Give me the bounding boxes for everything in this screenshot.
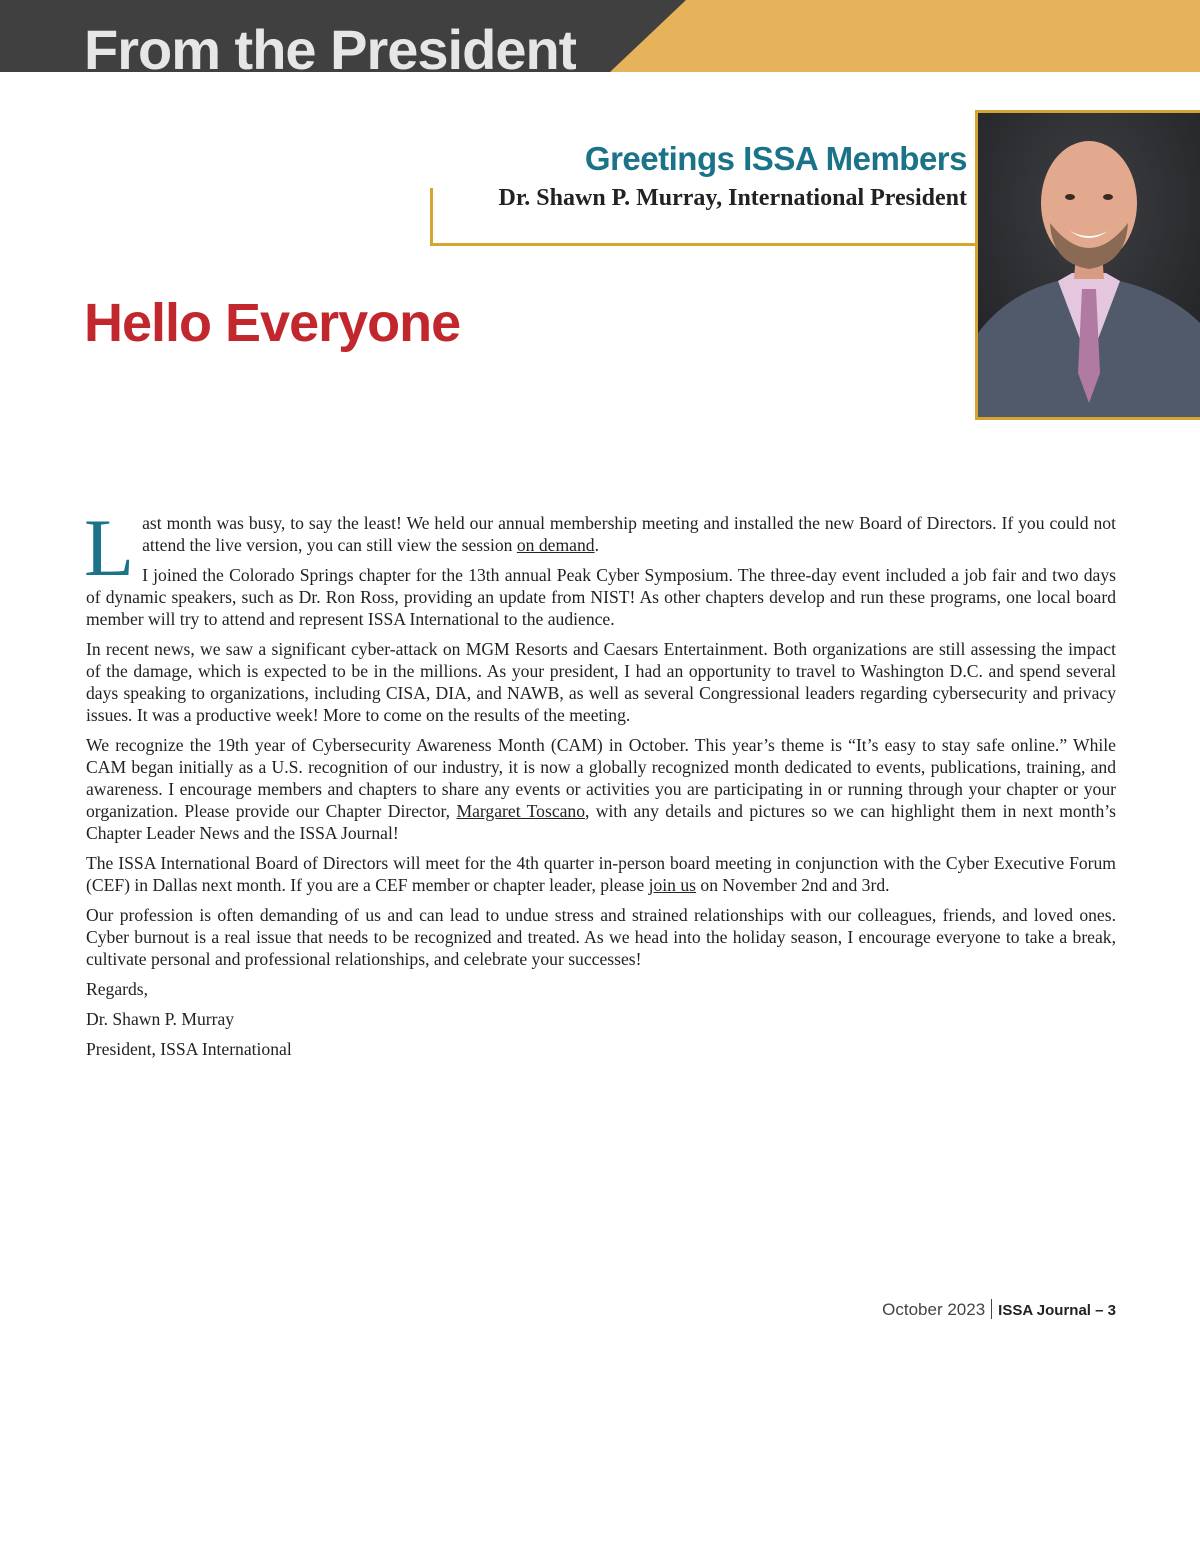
on-demand-link[interactable]: on demand bbox=[516, 535, 595, 555]
drop-cap: L bbox=[84, 502, 135, 593]
signature-name: Dr. Shawn P. Murray bbox=[86, 1009, 235, 1029]
issue-date: October 2023 bbox=[882, 1300, 986, 1319]
signature-title: President, ISSA International bbox=[86, 1039, 292, 1059]
greeting-heading: Greetings ISSA Members bbox=[584, 140, 967, 177]
portrait-illustration bbox=[978, 113, 1200, 417]
paragraph-6: Our profession is often demanding of us and can lead to undue stress and strained relationships with our colleagues, friends, and loved ones. Cyber burnout is a real issue that needs to be recognized and treated. As we head into the holiday season, I encourage everyone to take a break, cultivate personal and professional relationships, and celebrate your successes! bbox=[86, 905, 1116, 969]
paragraph-2: I joined the Colorado Springs chapter for the 13th annual Peak Cyber Symposium. The three-day event included a job fair and two days of dynamic speakers, such as Dr. Ron Ross, providing an update from NIST! As other chapters develop and run these programs, one local board member will try to attend and represent ISSA International to the audience. bbox=[86, 565, 1116, 629]
author-byline: Dr. Shawn P. Murray, International President bbox=[498, 185, 967, 211]
portrait-photo bbox=[975, 110, 1200, 420]
join-us-link[interactable]: join us bbox=[648, 875, 697, 895]
paragraph-1: Last month was busy, to say the least! We held our annual membership meeting and installed the new Board of Directors. If you could not attend the live version, you can still view the session on demand. bbox=[84, 502, 1116, 593]
section-title: From the President bbox=[84, 20, 577, 72]
article-headline: Hello Everyone bbox=[84, 293, 461, 353]
journal-page-number: ISSA Journal – 3 bbox=[998, 1302, 1116, 1319]
page-footer bbox=[882, 1299, 1116, 1320]
paragraph-3: In recent news, we saw a significant cyber-attack on MGM Resorts and Caesars Entertainment. Both organizations are still assessing the impact of the damage, which is expected to be in the millions. As your president, I had an opportunity to travel to Washington D.C. and spend several days speaking to organizations, including CISA, DIA, and NAWB, as well as several Congressional leaders regarding cybersecurity and privacy issues. It was a productive week! More to come on the results of the meeting. bbox=[86, 639, 1116, 725]
closing: Regards, bbox=[86, 979, 149, 999]
margaret-toscano-link[interactable]: Margaret Toscano bbox=[456, 801, 586, 821]
article-body bbox=[84, 502, 1117, 1068]
paragraph-5: The ISSA International Board of Directors will meet for the 4th quarter in-person board meeting in conjunction with the Cyber Executive Forum (CEF) in Dallas next month. If you are a CEF member or chapter leader, please join us on November 2nd and 3rd. bbox=[86, 853, 1116, 895]
footer-divider bbox=[991, 1299, 992, 1319]
paragraph-4: We recognize the 19th year of Cybersecurity Awareness Month (CAM) in October. This year’s theme is “It’s easy to stay safe online.” While CAM began initially as a U.S. recognition of our industry, it is now a globally recognized month dedicated to events, publications, training, and awareness. I encourage members and chapters to share any events or activities you are participating in or running through your chapter or your organization. Please provide our Chapter Director, Margaret Toscano, with any details and pictures so we can highlight them in next month’s Chapter Leader News and the ISSA Journal! bbox=[86, 735, 1117, 843]
gold-band bbox=[610, 0, 1200, 72]
